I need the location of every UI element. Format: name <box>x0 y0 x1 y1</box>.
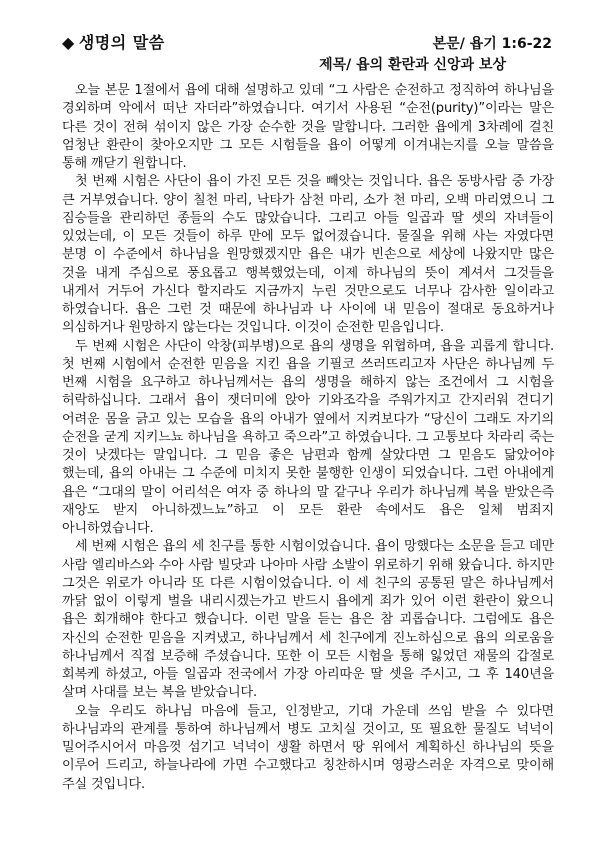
sermon-body <box>62 82 554 794</box>
header-row <box>62 30 554 52</box>
sermon-title: 제목/ 욥의 환란과 신앙과 보상 <box>319 57 506 73</box>
scripture-reference: 본문/ 욥기 1:6-22 <box>432 36 552 52</box>
section-title-text: 생명의 말씀 <box>78 33 165 52</box>
paragraph-4: 세 번째 시험은 욥의 세 친구를 통한 시험이었습니다. 욥이 망했다는 소문을 듣고 데만 사람 엘리바스와 수아 사람 빌닷과 나아마 사람 소발이 위로하기 위해 왔습니다. 하지만 그것은 위로가 아니라 또 다른 시험이었습니다. 이 세 친구의 공통된 말은 하나님께서 까닭 없이 이렇게 벌을 내리시겠는가고 반드시 욥에게 죄가 있어 이런 환란이 왔으니 욥은 회개해야 한다고 했습니다. 이런 말을 듣는 욥은 참 괴롭습니다. 그럼에도 욥은 자신의 순전한 믿음을 지켜냈고, 하나님께서 세 친구에게 진노하심으로 욥의 의로움을 하나님께서 직접 보증해 주셨습니다. 또한 이 모든 시험을 통해 잃었던 재물의 갑절로 회복케 하셨고, 아들 일곱과 전국에서 가장 아리따운 딸 셋을 주시고, 그 후 140년을 살며 사대를 보는 복을 받았습니다. <box>62 539 554 701</box>
paragraph-5: 오늘 우리도 하나님 마음에 들고, 인정받고, 기대 가운데 쓰임 받을 수 있다면 하나님과의 관계를 통하여 하나님께서 병도 고치실 것이고, 또 필요한 물질도 넉넉이 밀어주시어서 마음껏 섬기고 넉넉이 생활 하면서 땅 위에서 계획하신 하나님의 뜻을 이루어 드리고, 하늘나라에 가면 수고했다고 칭찬하시며 영광스러운 자격으로 맞이해 주실 것입니다. <box>62 703 554 792</box>
paragraph-2: 첫 번째 시험은 사단이 욥이 가진 모든 것을 빼앗는 것입니다. 욥은 동방사람 중 가장 큰 거부였습니다. 양이 칠천 마리, 낙타가 삼천 마리, 소가 천 마리, 오백 마리였으니 그 짐승들을 관리하던 종들의 수도 많았습니다. 그리고 아들 일곱과 딸 셋의 자녀들이 있었는데, 이 모든 것들이 하루 만에 모두 없어졌습니다. 물질을 위해 사는 자였다면 분명 이 수준에서 하나님을 원망했겠지만 욥은 내가 빈손으로 세상에 나왔지만 많은 것을 내게 주심으로 풍요롭고 행복했었는데, 이제 하나님의 뜻이 계셔서 그것들을 내게서 거두어 가신다 할지라도 지금까지 누린 것만으로도 너무나 감사한 일이라고 하였습니다. 욥은 그런 것 때문에 하나님과 나 사이에 내 믿음이 절대로 동요하거나 의심하거나 원망하지 않는다는 것입니다. 이것이 순전한 믿음입니다. <box>62 174 554 336</box>
diamond-bullet-icon: ◆ <box>62 33 75 52</box>
paragraph-3: 두 번째 시험은 사단이 악창(피부병)으로 욥의 생명을 위협하며, 욥을 괴롭게 합니다. 첫 번째 시험에서 순전한 믿음을 지킨 욥을 기필코 쓰러뜨리고자 사단은 하나님께 두 번째 시험을 요구하고 하나님께서는 욥의 생명을 해하지 않는 조건에서 그 시험을 허락하십니다. 그래서 욥이 잿더미에 앉아 기와조각을 주워가지고 간지러워 견디기 어려운 몸을 긁고 있는 모습을 욥의 아내가 옆에서 지켜보다가 “당신이 그래도 자기의 순전을 굳게 지키느뇨 하나님을 욕하고 죽으라”고 하였습니다. 그 고통보다 차라리 죽는 것이 낫겠다는 말입니다. 그 믿음 좋은 남편과 함께 살았다면 그 믿음도 닮았어야 했는데, 욥의 아내는 그 수준에 미치지 못한 불행한 인생이 되었습니다. 그런 아내에게 욥은 “그대의 말이 어리석은 여자 중 하나의 말 같구나 우리가 하나님께 복을 받았은즉 재앙도 받지 아니하겠느뇨”하고 이 모든 환란 속에서도 욥은 일체 범죄지 아니하였습니다. <box>62 338 554 536</box>
section-title <box>62 30 165 53</box>
paragraph-1: 오늘 본문 1절에서 욥에 대해 설명하고 있데 “그 사람은 순전하고 정직하여 하나님을 경외하며 악에서 떠난 자더라”하였습니다. 여기서 사용된 “순전(purity)”이라는 말은 다른 것이 전혀 섞이지 않은 가장 순수한 것을 말합니다. 그러한 욥에게 3차례에 걸친 엄청난 환란이 찾아오지만 그 모든 시험들을 욥이 어떻게 이겨내는지를 오늘 말씀을 통해 깨닫기 원합니다. <box>62 83 554 171</box>
